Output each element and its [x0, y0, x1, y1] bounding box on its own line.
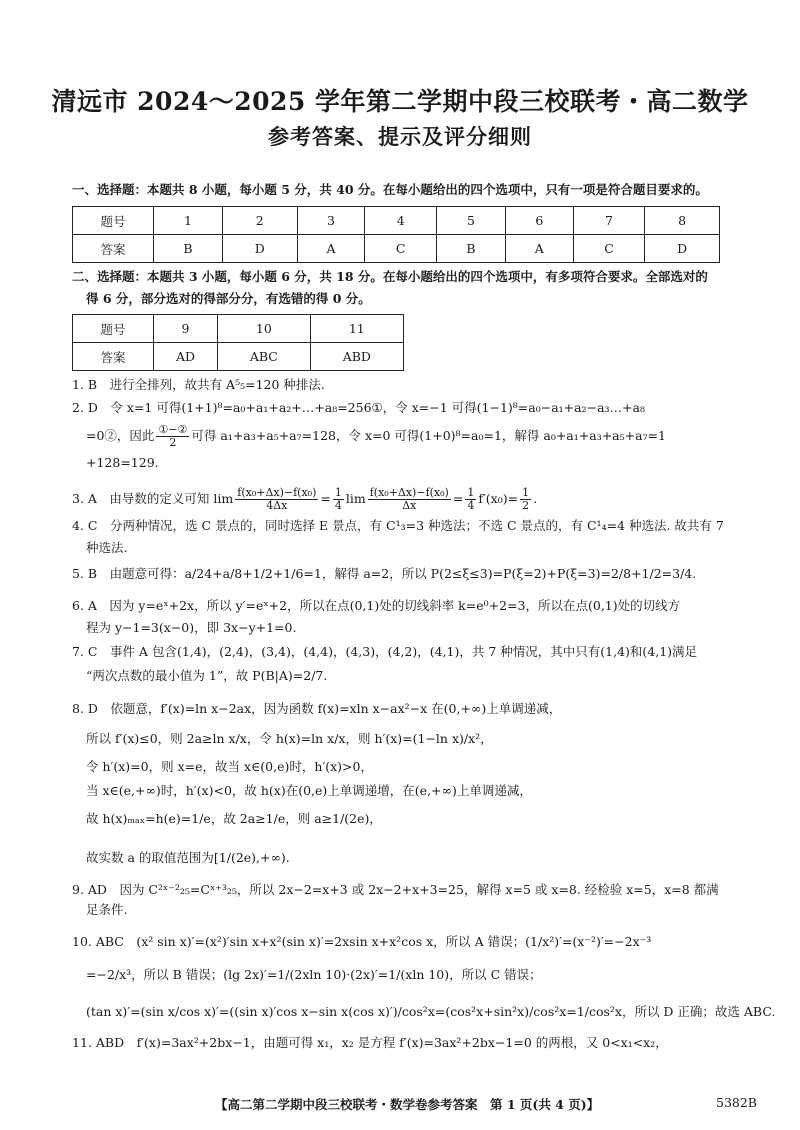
- solution-2-line-3: +128=129.: [86, 455, 159, 470]
- section-1-heading: 一、选择题：本题共 8 小题，每小题 5 分，共 40 分。在每小题给出的四个选项中，只有一项是符合题目要求的。: [72, 182, 708, 197]
- table-cell: B: [154, 235, 223, 263]
- table-cell: 11: [310, 315, 403, 343]
- section-2-heading-cont: 得 6 分，部分选对的得部分分，有选错的得 0 分。: [86, 291, 371, 306]
- document-code: 5382B: [716, 1095, 757, 1110]
- page-footer: 【高二第二学期中段三校联考・数学卷参考答案 第 1 页(共 4 页)】: [215, 1097, 600, 1112]
- table-cell: 6: [505, 207, 573, 235]
- solution-8-line-3: 令 h′(x)=0，则 x=e，故当 x∈(0,e)时，h′(x)>0，: [86, 759, 373, 774]
- table-header-cell: 答案: [73, 343, 154, 371]
- table-cell: 5: [436, 207, 505, 235]
- section-1-answer-table: [72, 206, 720, 263]
- table-cell: 2: [222, 207, 297, 235]
- table-header-cell: 题号: [73, 315, 154, 343]
- solution-10-line-1: 10. ABC (x² sin x)′=(x²)′sin x+x²(sin x)′=2xsin x+x²cos x，所以 A 错误；(1/x²)′=(x⁻²)′=−2x⁻³: [72, 934, 652, 949]
- solution-2-line-2: =0②，因此 $\frac{\text{①−②}}{2}$ 可得 a₁+a₃+a₅+a₇=128，令 x=0 可得(1+0)⁸=a₀=1，解得 a₀+a₁+a₃+a₅+a₇=1: [86, 423, 667, 449]
- section-2-answer-table: [72, 314, 404, 371]
- solution-7-line-1: 7. C 事件 A 包含(1,4)，(2,4)，(3,4)，(4,4)，(4,3)，(4,2)，(4,1)，共 7 种情况，其中只有(1,4)和(4,1)满足: [72, 644, 698, 659]
- table-row: [73, 343, 404, 371]
- solution-6-line-1: 6. A 因为 y=eˣ+2x，所以 y′=eˣ+2，所以在点(0,1)处的切线斜率 k=e⁰+2=3，所以在点(0,1)处的切线方: [72, 598, 681, 613]
- table-cell: 8: [645, 207, 720, 235]
- solution-7-line-2: “两次点数的最小值为 1”，故 P(B|A)=2/7.: [86, 668, 328, 683]
- table-cell: C: [573, 235, 645, 263]
- solution-3: 3. A 由导数的定义可知 lim $\frac{\text{f(x₀+Δx)−f(x₀)}}{4\Delta x}$ = $\frac{1}{4}$ lim $\frac{\text{f(x₀+Δx)−f(x₀)}}{\Delta x}$ = $\frac{1}{4}$ f′(x₀)= $\frac{1}{2}$ .: [72, 486, 538, 512]
- table-cell: 1: [154, 207, 223, 235]
- solution-5: 5. B 由题意可得：a/24+a/8+1/2+1/6=1，解得 a=2，所以 P(2≤ξ≤3)=P(ξ=2)+P(ξ=3)=2/8+1/2=3/4.: [72, 566, 697, 581]
- table-cell: 4: [365, 207, 437, 235]
- table-cell: 10: [218, 315, 311, 343]
- document-title: 清远市 2024～2025 学年第二学期中段三校联考・高二数学: [51, 87, 749, 116]
- table-row: [73, 207, 720, 235]
- table-cell: D: [222, 235, 297, 263]
- table-cell: A: [505, 235, 573, 263]
- solution-8-line-2: 所以 f′(x)≤0，则 2a≥ln x/x，令 h(x)=ln x/x，则 h′(x)=(1−ln x)/x²，: [86, 731, 493, 746]
- table-cell: 7: [573, 207, 645, 235]
- table-cell: C: [365, 235, 437, 263]
- solution-8-line-6: 故实数 a 的取值范围为[1/(2e),+∞).: [86, 850, 290, 865]
- table-cell: AD: [154, 343, 218, 371]
- solution-8-line-5: 故 h(x)ₘₐₓ=h(e)=1/e，故 2a≥1/e，则 a≥1/(2e)，: [86, 811, 382, 826]
- table-cell: D: [645, 235, 720, 263]
- table-row: [73, 315, 404, 343]
- table-cell: 9: [154, 315, 218, 343]
- solution-9-line-2: 足条件.: [86, 902, 128, 917]
- table-cell: B: [436, 235, 505, 263]
- solution-6-line-2: 程为 y−1=3(x−0)，即 3x−y+1=0.: [86, 620, 297, 635]
- table-cell: ABC: [218, 343, 311, 371]
- solution-8-line-1: 8. D 依题意，f′(x)=ln x−2ax，因为函数 f(x)=xln x−ax²−x 在(0,+∞)上单调递减，: [72, 701, 562, 716]
- document-subtitle: 参考答案、提示及评分细则: [268, 124, 532, 149]
- table-row: [73, 235, 720, 263]
- solution-11-line-1: 11. ABD f′(x)=3ax²+2bx−1，由题可得 x₁，x₂ 是方程 f′(x)=3ax²+2bx−1=0 的两根，又 0<x₁<x₂，: [72, 1035, 668, 1050]
- solution-10-line-3: (tan x)′=(sin x/cos x)′=((sin x)′cos x−sin x(cos x)′)/cos²x=(cos²x+sin²x)/cos²x=1/cos²x，所以 D 正确；故选 ABC.: [86, 1004, 776, 1019]
- solution-9-line-1: 9. AD 因为 C²ˣ⁻²₂₅=Cˣ⁺³₂₅，所以 2x−2=x+3 或 2x−2+x+3=25，解得 x=5 或 x=8. 经检验 x=5，x=8 都满: [72, 882, 719, 897]
- section-2-heading: 二、选择题：本题共 3 小题，每小题 6 分，共 18 分。在每小题给出的四个选项中，有多项符合要求。全部选对的: [72, 269, 708, 284]
- solution-10-line-2: =−2/x³，所以 B 错误；(lg 2x)′=1/(2xln 10)·(2x)′=1/(xln 10)，所以 C 错误；: [86, 967, 542, 982]
- table-cell: ABD: [310, 343, 403, 371]
- table-cell: 3: [297, 207, 365, 235]
- solution-8-line-4: 当 x∈(e,+∞)时，h′(x)<0，故 h(x)在(0,e)上单调递增，在(e,+∞)上单调递减，: [86, 783, 532, 798]
- table-header-cell: 答案: [73, 235, 154, 263]
- fraction: $\frac{\text{①−②}}{2}$: [158, 423, 188, 449]
- solution-2-line-1: 2. D 令 x=1 可得(1+1)⁸=a₀+a₁+a₂+…+a₈=256①，令 x=−1 可得(1−1)⁸=a₀−a₁+a₂−a₃…+a₈: [72, 400, 645, 415]
- table-header-cell: 题号: [73, 207, 154, 235]
- solution-4-line-1: 4. C 分两种情况，选 C 景点的，同时选择 E 景点，有 C¹₃=3 种选法；不选 C 景点的，有 C¹₄=4 种选法. 故共有 7: [72, 518, 724, 533]
- solution-4-line-2: 种选法.: [86, 540, 128, 555]
- solution-1: 1. B 进行全排列，故共有 A⁵₅=120 种排法.: [72, 377, 325, 392]
- table-cell: A: [297, 235, 365, 263]
